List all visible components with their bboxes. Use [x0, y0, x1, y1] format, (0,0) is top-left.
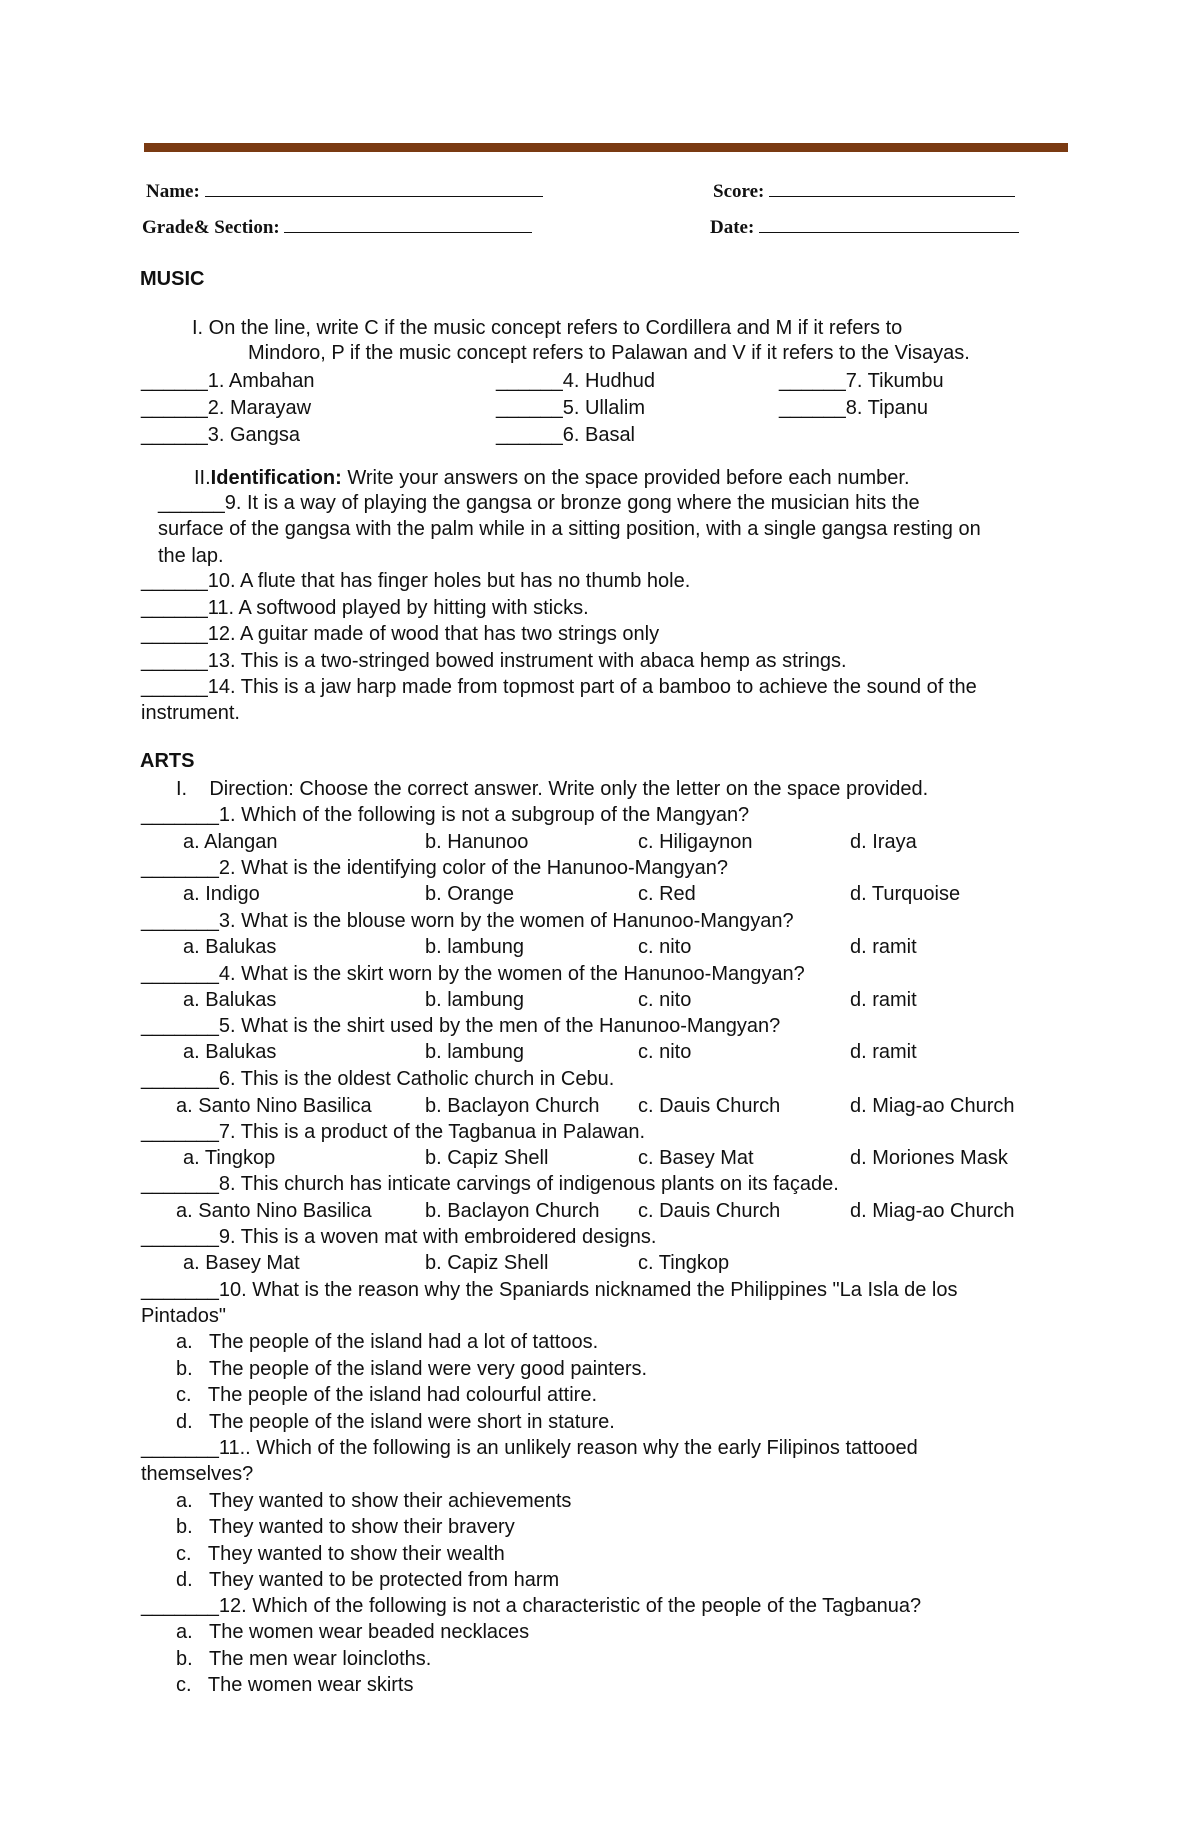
music-item: ______3. Gangsa [141, 424, 301, 446]
arts-q10-line: Pintados" [141, 1305, 226, 1327]
answer-option: a. Santo Nino Basilica [176, 1200, 372, 1222]
answer-option: b. Baclayon Church [425, 1095, 600, 1117]
answer-option: d. They wanted to be protected from harm [176, 1569, 560, 1591]
answer-option: d. ramit [850, 1041, 917, 1063]
arts-question: _______8. This church has inticate carvings of indigenous plants on its façade. [141, 1173, 839, 1195]
answer-option: a. Tingkop [183, 1147, 276, 1169]
date-field [710, 216, 1019, 239]
music-q11: ______11. A softwood played by hitting with sticks. [141, 597, 589, 619]
music-q9-line: ______9. It is a way of playing the gangsa or bronze gong where the musician hits the [158, 492, 920, 514]
arts-question: _______9. This is a woven mat with embroidered designs. [141, 1226, 657, 1248]
arts-question: _______2. What is the identifying color of the Hanunoo-Mangyan? [141, 857, 729, 879]
answer-option: b. lambung [425, 989, 524, 1011]
answer-option: c. Dauis Church [638, 1200, 781, 1222]
part2-label: Identification: [210, 467, 342, 489]
music-item: ______2. Marayaw [141, 397, 312, 419]
answer-option: c. The people of the island had colourful attire. [176, 1384, 598, 1406]
music-item: ______5. Ullalim [496, 397, 645, 419]
music-q14-line: ______14. This is a jaw harp made from topmost part of a bamboo to achieve the sound of the [141, 676, 977, 698]
answer-option: d. Moriones Mask [850, 1147, 1008, 1169]
arts-question: _______1. Which of the following is not a subgroup of the Mangyan? [141, 804, 750, 826]
music-q12: ______12. A guitar made of wood that has two strings only [141, 623, 660, 645]
answer-option: c. Tingkop [638, 1252, 730, 1274]
music-part1-instruction-line1: I. On the line, write C if the music concept refers to Cordillera and M if it refers to [192, 317, 903, 339]
answer-option: a. The people of the island had a lot of tattoos. [176, 1331, 599, 1353]
answer-option: b. lambung [425, 1041, 524, 1063]
arts-q12-line: _______12. Which of the following is not a characteristic of the people of the Tagbanua? [141, 1595, 922, 1617]
arts-question: _______4. What is the skirt worn by the women of the Hanunoo-Mangyan? [141, 963, 805, 985]
arts-q11-line: themselves? [141, 1463, 254, 1485]
answer-option: c. nito [638, 936, 692, 958]
answer-option: b. Capiz Shell [425, 1252, 549, 1274]
answer-option: b. The men wear loincloths. [176, 1648, 432, 1670]
answer-option: c. Dauis Church [638, 1095, 781, 1117]
name-label: Name: [146, 181, 200, 202]
part2-numeral: II. [194, 467, 211, 489]
answer-option: b. They wanted to show their bravery [176, 1516, 515, 1538]
answer-option: a. Indigo [183, 883, 260, 905]
music-item: ______6. Basal [496, 424, 636, 446]
answer-option: a. Balukas [183, 936, 277, 958]
top-divider-bar [144, 143, 1068, 152]
answer-option: b. lambung [425, 936, 524, 958]
music-item: ______7. Tikumbu [779, 370, 944, 392]
music-part1-instruction-line2: Mindoro, P if the music concept refers to Palawan and V if it refers to the Visayas. [248, 342, 970, 364]
date-blank[interactable] [759, 216, 1019, 233]
answer-option: d. ramit [850, 989, 917, 1011]
music-section-title: MUSIC [140, 268, 205, 290]
arts-q11-line: _______11.. Which of the following is an unlikely reason why the early Filipinos tattooed [141, 1437, 918, 1459]
answer-option: c. nito [638, 989, 692, 1011]
score-field [713, 180, 1015, 203]
grade-section-field [142, 216, 532, 239]
answer-option: a. The women wear beaded necklaces [176, 1621, 530, 1643]
music-q14-line: instrument. [141, 702, 240, 724]
answer-option: c. nito [638, 1041, 692, 1063]
answer-option: b. Orange [425, 883, 514, 905]
answer-option: c. They wanted to show their wealth [176, 1543, 505, 1565]
answer-option: d. Miag-ao Church [850, 1095, 1015, 1117]
answer-option: b. The people of the island were very good painters. [176, 1358, 648, 1380]
answer-option: b. Hanunoo [425, 831, 529, 853]
arts-question: _______6. This is the oldest Catholic church in Cebu. [141, 1068, 615, 1090]
music-item: ______1. Ambahan [141, 370, 315, 392]
music-item: ______4. Hudhud [496, 370, 656, 392]
arts-direction: I. Direction: Choose the correct answer. Write only the letter on the space provided. [176, 778, 929, 800]
music-part2-instruction [194, 466, 910, 490]
music-item: ______8. Tipanu [779, 397, 929, 419]
answer-option: c. Hiligaynon [638, 831, 753, 853]
answer-option: d. ramit [850, 936, 917, 958]
answer-option: d. The people of the island were short in stature. [176, 1411, 615, 1433]
arts-question: _______5. What is the shirt used by the men of the Hanunoo-Mangyan? [141, 1015, 781, 1037]
music-q13: ______13. This is a two-stringed bowed instrument with abaca hemp as strings. [141, 650, 847, 672]
arts-section-title: ARTS [140, 750, 195, 772]
name-blank[interactable] [205, 180, 543, 197]
answer-option: c. Red [638, 883, 696, 905]
answer-option: a. Santo Nino Basilica [176, 1095, 372, 1117]
answer-option: d. Turquoise [850, 883, 961, 905]
answer-option: a. Balukas [183, 989, 277, 1011]
score-label: Score: [713, 181, 765, 202]
score-blank[interactable] [769, 180, 1015, 197]
answer-option: c. Basey Mat [638, 1147, 754, 1169]
part2-instruction-text: Write your answers on the space provided before each number. [341, 467, 910, 489]
answer-option: a. They wanted to show their achievements [176, 1490, 572, 1512]
answer-option: b. Capiz Shell [425, 1147, 549, 1169]
music-q10: ______10. A flute that has finger holes but has no thumb hole. [141, 570, 691, 592]
music-q9-line: the lap. [158, 545, 224, 567]
grade-section-blank[interactable] [284, 216, 532, 233]
answer-option: c. The women wear skirts [176, 1674, 414, 1696]
arts-q10-line: _______10. What is the reason why the Spaniards nicknamed the Philippines "La Isla de los [141, 1279, 958, 1301]
arts-question: _______3. What is the blouse worn by the women of Hanunoo-Mangyan? [141, 910, 794, 932]
answer-option: d. Iraya [850, 831, 917, 853]
answer-option: d. Miag-ao Church [850, 1200, 1015, 1222]
arts-question: _______7. This is a product of the Tagbanua in Palawan. [141, 1121, 646, 1143]
date-label: Date: [710, 217, 755, 238]
answer-option: b. Baclayon Church [425, 1200, 600, 1222]
name-field [146, 180, 543, 203]
answer-option: a. Alangan [183, 831, 278, 853]
grade-section-label: Grade& Section: [142, 217, 280, 238]
answer-option: a. Basey Mat [183, 1252, 300, 1274]
answer-option: a. Balukas [183, 1041, 277, 1063]
music-q9-line: surface of the gangsa with the palm while in a sitting position, with a single gangsa resting on [158, 518, 981, 540]
